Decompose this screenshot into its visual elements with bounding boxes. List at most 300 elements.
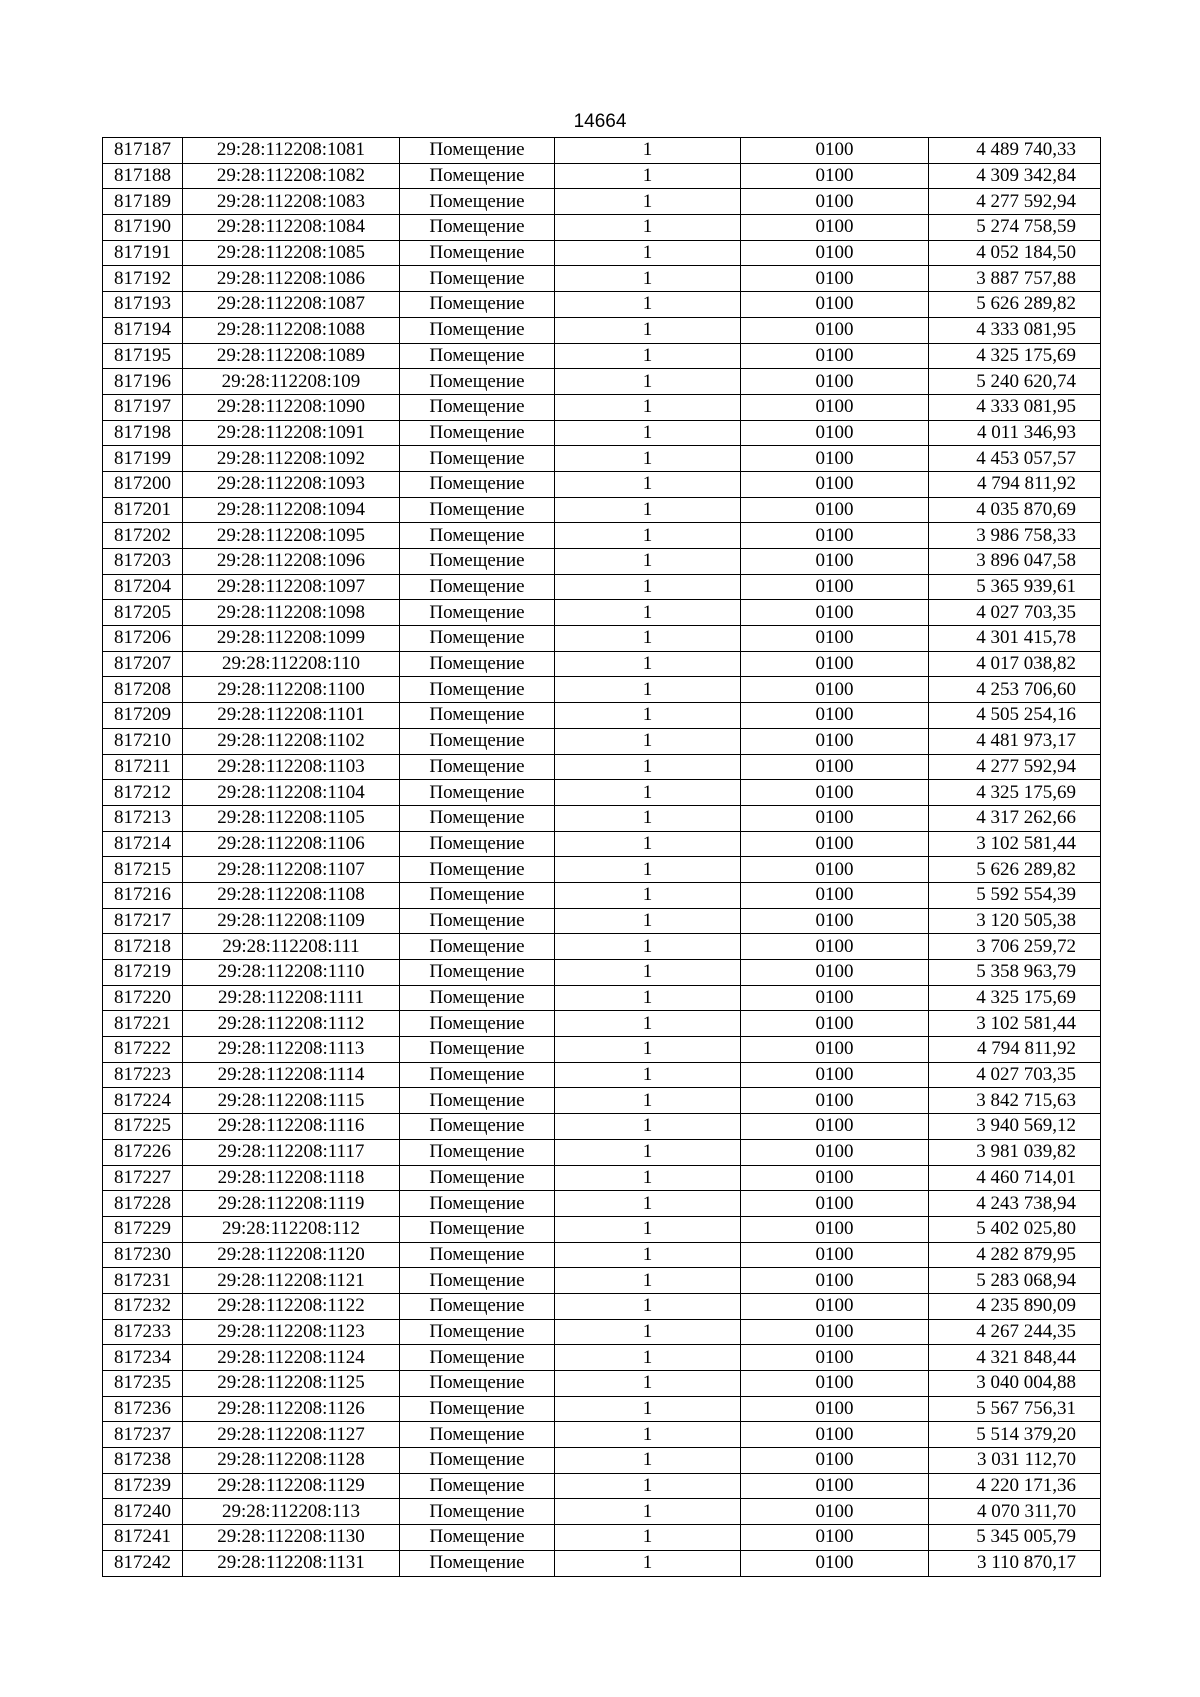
quantity-cell: 1 — [555, 677, 741, 703]
table-row — [103, 317, 1101, 343]
quantity-cell: 1 — [555, 292, 741, 318]
object-type-cell: Помещение — [400, 446, 555, 472]
quantity-cell: 1 — [555, 1448, 741, 1474]
cadastral-number-cell: 29:28:112208:1097 — [183, 574, 400, 600]
row-number-cell: 817213 — [103, 805, 183, 831]
code-cell: 0100 — [741, 240, 929, 266]
quantity-cell: 1 — [555, 626, 741, 652]
cadastral-value-cell: 4 253 706,60 — [929, 677, 1101, 703]
object-type-cell: Помещение — [400, 1165, 555, 1191]
row-number-cell: 817232 — [103, 1293, 183, 1319]
table-row — [103, 882, 1101, 908]
row-number-cell: 817205 — [103, 600, 183, 626]
row-number-cell: 817227 — [103, 1165, 183, 1191]
object-type-cell: Помещение — [400, 1371, 555, 1397]
row-number-cell: 817208 — [103, 677, 183, 703]
quantity-cell: 1 — [555, 523, 741, 549]
row-number-cell: 817190 — [103, 215, 183, 241]
object-type-cell: Помещение — [400, 831, 555, 857]
cadastral-number-cell: 29:28:112208:1107 — [183, 857, 400, 883]
quantity-cell: 1 — [555, 317, 741, 343]
cadastral-value-cell: 4 035 870,69 — [929, 497, 1101, 523]
row-number-cell: 817187 — [103, 138, 183, 164]
table-row — [103, 600, 1101, 626]
code-cell: 0100 — [741, 1473, 929, 1499]
cadastral-value-cell: 5 345 005,79 — [929, 1525, 1101, 1551]
cadastral-value-cell: 4 321 848,44 — [929, 1345, 1101, 1371]
object-type-cell: Помещение — [400, 1011, 555, 1037]
quantity-cell: 1 — [555, 369, 741, 395]
code-cell: 0100 — [741, 600, 929, 626]
code-cell: 0100 — [741, 703, 929, 729]
object-type-cell: Помещение — [400, 626, 555, 652]
code-cell: 0100 — [741, 343, 929, 369]
object-type-cell: Помещение — [400, 497, 555, 523]
cadastral-value-cell: 5 283 068,94 — [929, 1268, 1101, 1294]
object-type-cell: Помещение — [400, 651, 555, 677]
code-cell: 0100 — [741, 831, 929, 857]
cadastral-value-cell: 4 794 811,92 — [929, 471, 1101, 497]
cadastral-number-cell: 29:28:112208:1086 — [183, 266, 400, 292]
cadastral-number-cell: 29:28:112208:1106 — [183, 831, 400, 857]
object-type-cell: Помещение — [400, 394, 555, 420]
cadastral-value-cell: 5 592 554,39 — [929, 882, 1101, 908]
table-row — [103, 1371, 1101, 1397]
table-row — [103, 1293, 1101, 1319]
cadastral-number-cell: 29:28:112208:1111 — [183, 985, 400, 1011]
row-number-cell: 817226 — [103, 1139, 183, 1165]
table-row — [103, 240, 1101, 266]
object-type-cell: Помещение — [400, 600, 555, 626]
code-cell: 0100 — [741, 960, 929, 986]
row-number-cell: 817211 — [103, 754, 183, 780]
cadastral-number-cell: 29:28:112208:1112 — [183, 1011, 400, 1037]
code-cell: 0100 — [741, 626, 929, 652]
code-cell: 0100 — [741, 1088, 929, 1114]
table-row — [103, 1448, 1101, 1474]
cadastral-number-cell: 29:28:112208:1104 — [183, 780, 400, 806]
cadastral-value-cell: 3 040 004,88 — [929, 1371, 1101, 1397]
code-cell: 0100 — [741, 574, 929, 600]
cadastral-value-cell: 4 017 038,82 — [929, 651, 1101, 677]
cadastral-value-cell: 3 102 581,44 — [929, 831, 1101, 857]
row-number-cell: 817224 — [103, 1088, 183, 1114]
quantity-cell: 1 — [555, 1396, 741, 1422]
quantity-cell: 1 — [555, 1268, 741, 1294]
object-type-cell: Помещение — [400, 754, 555, 780]
cadastral-value-cell: 3 940 569,12 — [929, 1114, 1101, 1140]
quantity-cell: 1 — [555, 1422, 741, 1448]
code-cell: 0100 — [741, 163, 929, 189]
cadastral-number-cell: 29:28:112208:1089 — [183, 343, 400, 369]
cadastral-number-cell: 29:28:112208:1108 — [183, 882, 400, 908]
table-row — [103, 1165, 1101, 1191]
row-number-cell: 817221 — [103, 1011, 183, 1037]
cadastral-value-cell: 4 460 714,01 — [929, 1165, 1101, 1191]
cadastral-value-cell: 4 317 262,66 — [929, 805, 1101, 831]
code-cell: 0100 — [741, 1319, 929, 1345]
page-number: 14664 — [573, 111, 627, 132]
code-cell: 0100 — [741, 1011, 929, 1037]
cadastral-value-cell: 4 027 703,35 — [929, 1062, 1101, 1088]
cadastral-number-cell: 29:28:112208:1091 — [183, 420, 400, 446]
row-number-cell: 817235 — [103, 1371, 183, 1397]
table-row — [103, 780, 1101, 806]
table-row — [103, 1473, 1101, 1499]
object-type-cell: Помещение — [400, 574, 555, 600]
quantity-cell: 1 — [555, 163, 741, 189]
row-number-cell: 817212 — [103, 780, 183, 806]
object-type-cell: Помещение — [400, 1139, 555, 1165]
quantity-cell: 1 — [555, 574, 741, 600]
table-row — [103, 394, 1101, 420]
object-type-cell: Помещение — [400, 138, 555, 164]
code-cell: 0100 — [741, 1037, 929, 1063]
table-row — [103, 703, 1101, 729]
cadastral-number-cell: 29:28:112208:112 — [183, 1216, 400, 1242]
code-cell: 0100 — [741, 1499, 929, 1525]
cadastral-number-cell: 29:28:112208:1095 — [183, 523, 400, 549]
table-row — [103, 369, 1101, 395]
cadastral-number-cell: 29:28:112208:1118 — [183, 1165, 400, 1191]
cadastral-value-cell: 3 110 870,17 — [929, 1550, 1101, 1576]
table-row — [103, 471, 1101, 497]
object-type-cell: Помещение — [400, 1422, 555, 1448]
object-type-cell: Помещение — [400, 549, 555, 575]
quantity-cell: 1 — [555, 728, 741, 754]
cadastral-value-cell: 4 282 879,95 — [929, 1242, 1101, 1268]
quantity-cell: 1 — [555, 908, 741, 934]
registry-table-body — [103, 138, 1101, 1577]
cadastral-value-cell: 5 402 025,80 — [929, 1216, 1101, 1242]
cadastral-value-cell: 4 277 592,94 — [929, 754, 1101, 780]
cadastral-number-cell: 29:28:112208:1092 — [183, 446, 400, 472]
quantity-cell: 1 — [555, 1550, 741, 1576]
quantity-cell: 1 — [555, 497, 741, 523]
object-type-cell: Помещение — [400, 780, 555, 806]
object-type-cell: Помещение — [400, 960, 555, 986]
object-type-cell: Помещение — [400, 215, 555, 241]
code-cell: 0100 — [741, 1293, 929, 1319]
table-row — [103, 831, 1101, 857]
code-cell: 0100 — [741, 446, 929, 472]
row-number-cell: 817201 — [103, 497, 183, 523]
row-number-cell: 817195 — [103, 343, 183, 369]
code-cell: 0100 — [741, 1550, 929, 1576]
row-number-cell: 817239 — [103, 1473, 183, 1499]
object-type-cell: Помещение — [400, 523, 555, 549]
object-type-cell: Помещение — [400, 677, 555, 703]
table-row — [103, 1268, 1101, 1294]
row-number-cell: 817218 — [103, 934, 183, 960]
quantity-cell: 1 — [555, 934, 741, 960]
cadastral-number-cell: 29:28:112208:1093 — [183, 471, 400, 497]
quantity-cell: 1 — [555, 1062, 741, 1088]
cadastral-number-cell: 29:28:112208:1110 — [183, 960, 400, 986]
table-row — [103, 497, 1101, 523]
table-row — [103, 805, 1101, 831]
cadastral-number-cell: 29:28:112208:1115 — [183, 1088, 400, 1114]
quantity-cell: 1 — [555, 138, 741, 164]
code-cell: 0100 — [741, 1165, 929, 1191]
table-row — [103, 1396, 1101, 1422]
quantity-cell: 1 — [555, 189, 741, 215]
quantity-cell: 1 — [555, 240, 741, 266]
code-cell: 0100 — [741, 523, 929, 549]
cadastral-value-cell: 4 301 415,78 — [929, 626, 1101, 652]
object-type-cell: Помещение — [400, 1062, 555, 1088]
object-type-cell: Помещение — [400, 857, 555, 883]
object-type-cell: Помещение — [400, 343, 555, 369]
cadastral-number-cell: 29:28:112208:1109 — [183, 908, 400, 934]
row-number-cell: 817191 — [103, 240, 183, 266]
table-row — [103, 138, 1101, 164]
row-number-cell: 817222 — [103, 1037, 183, 1063]
table-row — [103, 1242, 1101, 1268]
object-type-cell: Помещение — [400, 240, 555, 266]
code-cell: 0100 — [741, 215, 929, 241]
quantity-cell: 1 — [555, 1525, 741, 1551]
object-type-cell: Помещение — [400, 471, 555, 497]
cadastral-number-cell: 29:28:112208:1130 — [183, 1525, 400, 1551]
cadastral-value-cell: 4 325 175,69 — [929, 780, 1101, 806]
quantity-cell: 1 — [555, 1011, 741, 1037]
code-cell: 0100 — [741, 189, 929, 215]
code-cell: 0100 — [741, 908, 929, 934]
cadastral-number-cell: 29:28:112208:1094 — [183, 497, 400, 523]
quantity-cell: 1 — [555, 754, 741, 780]
cadastral-value-cell: 5 365 939,61 — [929, 574, 1101, 600]
cadastral-number-cell: 29:28:112208:1096 — [183, 549, 400, 575]
cadastral-number-cell: 29:28:112208:1085 — [183, 240, 400, 266]
table-row — [103, 163, 1101, 189]
cadastral-value-cell: 3 896 047,58 — [929, 549, 1101, 575]
object-type-cell: Помещение — [400, 908, 555, 934]
cadastral-value-cell: 4 333 081,95 — [929, 317, 1101, 343]
cadastral-number-cell: 29:28:112208:1125 — [183, 1371, 400, 1397]
cadastral-number-cell: 29:28:112208:1131 — [183, 1550, 400, 1576]
quantity-cell: 1 — [555, 1499, 741, 1525]
object-type-cell: Помещение — [400, 317, 555, 343]
cadastral-value-cell: 4 011 346,93 — [929, 420, 1101, 446]
object-type-cell: Помещение — [400, 266, 555, 292]
object-type-cell: Помещение — [400, 882, 555, 908]
code-cell: 0100 — [741, 1448, 929, 1474]
cadastral-value-cell: 4 505 254,16 — [929, 703, 1101, 729]
table-row — [103, 626, 1101, 652]
cadastral-number-cell: 29:28:112208:1116 — [183, 1114, 400, 1140]
object-type-cell: Помещение — [400, 1448, 555, 1474]
code-cell: 0100 — [741, 882, 929, 908]
cadastral-number-cell: 29:28:112208:1101 — [183, 703, 400, 729]
cadastral-number-cell: 29:28:112208:1129 — [183, 1473, 400, 1499]
object-type-cell: Помещение — [400, 1242, 555, 1268]
quantity-cell: 1 — [555, 343, 741, 369]
object-type-cell: Помещение — [400, 292, 555, 318]
quantity-cell: 1 — [555, 1088, 741, 1114]
cadastral-number-cell: 29:28:112208:1082 — [183, 163, 400, 189]
quantity-cell: 1 — [555, 1114, 741, 1140]
row-number-cell: 817238 — [103, 1448, 183, 1474]
row-number-cell: 817199 — [103, 446, 183, 472]
row-number-cell: 817200 — [103, 471, 183, 497]
object-type-cell: Помещение — [400, 1216, 555, 1242]
object-type-cell: Помещение — [400, 703, 555, 729]
quantity-cell: 1 — [555, 471, 741, 497]
quantity-cell: 1 — [555, 1319, 741, 1345]
table-row — [103, 1422, 1101, 1448]
cadastral-value-cell: 3 706 259,72 — [929, 934, 1101, 960]
cadastral-number-cell: 29:28:112208:1088 — [183, 317, 400, 343]
code-cell: 0100 — [741, 754, 929, 780]
row-number-cell: 817194 — [103, 317, 183, 343]
table-row — [103, 934, 1101, 960]
object-type-cell: Помещение — [400, 1191, 555, 1217]
cadastral-number-cell: 29:28:112208:1105 — [183, 805, 400, 831]
row-number-cell: 817242 — [103, 1550, 183, 1576]
quantity-cell: 1 — [555, 831, 741, 857]
cadastral-number-cell: 29:28:112208:1102 — [183, 728, 400, 754]
quantity-cell: 1 — [555, 420, 741, 446]
row-number-cell: 817236 — [103, 1396, 183, 1422]
code-cell: 0100 — [741, 292, 929, 318]
row-number-cell: 817210 — [103, 728, 183, 754]
code-cell: 0100 — [741, 1139, 929, 1165]
table-row — [103, 1139, 1101, 1165]
code-cell: 0100 — [741, 780, 929, 806]
cadastral-number-cell: 29:28:112208:1113 — [183, 1037, 400, 1063]
table-row — [103, 1088, 1101, 1114]
quantity-cell: 1 — [555, 549, 741, 575]
table-row — [103, 215, 1101, 241]
code-cell: 0100 — [741, 394, 929, 420]
quantity-cell: 1 — [555, 703, 741, 729]
quantity-cell: 1 — [555, 446, 741, 472]
row-number-cell: 817217 — [103, 908, 183, 934]
row-number-cell: 817229 — [103, 1216, 183, 1242]
object-type-cell: Помещение — [400, 420, 555, 446]
code-cell: 0100 — [741, 677, 929, 703]
quantity-cell: 1 — [555, 394, 741, 420]
row-number-cell: 817196 — [103, 369, 183, 395]
cadastral-value-cell: 4 277 592,94 — [929, 189, 1101, 215]
cadastral-number-cell: 29:28:112208:1128 — [183, 1448, 400, 1474]
code-cell: 0100 — [741, 1396, 929, 1422]
cadastral-number-cell: 29:28:112208:1100 — [183, 677, 400, 703]
cadastral-value-cell: 3 102 581,44 — [929, 1011, 1101, 1037]
row-number-cell: 817240 — [103, 1499, 183, 1525]
row-number-cell: 817203 — [103, 549, 183, 575]
cadastral-number-cell: 29:28:112208:1090 — [183, 394, 400, 420]
table-row — [103, 1062, 1101, 1088]
cadastral-value-cell: 3 031 112,70 — [929, 1448, 1101, 1474]
code-cell: 0100 — [741, 1525, 929, 1551]
code-cell: 0100 — [741, 857, 929, 883]
quantity-cell: 1 — [555, 1371, 741, 1397]
quantity-cell: 1 — [555, 651, 741, 677]
table-row — [103, 266, 1101, 292]
object-type-cell: Помещение — [400, 1114, 555, 1140]
row-number-cell: 817204 — [103, 574, 183, 600]
object-type-cell: Помещение — [400, 1293, 555, 1319]
table-row — [103, 523, 1101, 549]
row-number-cell: 817219 — [103, 960, 183, 986]
quantity-cell: 1 — [555, 1139, 741, 1165]
object-type-cell: Помещение — [400, 369, 555, 395]
code-cell: 0100 — [741, 369, 929, 395]
object-type-cell: Помещение — [400, 1525, 555, 1551]
row-number-cell: 817209 — [103, 703, 183, 729]
table-row — [103, 189, 1101, 215]
code-cell: 0100 — [741, 728, 929, 754]
quantity-cell: 1 — [555, 985, 741, 1011]
code-cell: 0100 — [741, 138, 929, 164]
cadastral-number-cell: 29:28:112208:1083 — [183, 189, 400, 215]
object-type-cell: Помещение — [400, 1345, 555, 1371]
table-row — [103, 1191, 1101, 1217]
registry-table — [102, 137, 1101, 1577]
quantity-cell: 1 — [555, 215, 741, 241]
table-row — [103, 754, 1101, 780]
cadastral-value-cell: 4 309 342,84 — [929, 163, 1101, 189]
code-cell: 0100 — [741, 1345, 929, 1371]
cadastral-value-cell: 4 481 973,17 — [929, 728, 1101, 754]
code-cell: 0100 — [741, 317, 929, 343]
cadastral-number-cell: 29:28:112208:1119 — [183, 1191, 400, 1217]
cadastral-value-cell: 4 325 175,69 — [929, 343, 1101, 369]
cadastral-value-cell: 4 489 740,33 — [929, 138, 1101, 164]
cadastral-number-cell: 29:28:112208:1081 — [183, 138, 400, 164]
table-row — [103, 574, 1101, 600]
quantity-cell: 1 — [555, 1293, 741, 1319]
table-row — [103, 292, 1101, 318]
cadastral-number-cell: 29:28:112208:1114 — [183, 1062, 400, 1088]
quantity-cell: 1 — [555, 1191, 741, 1217]
row-number-cell: 817223 — [103, 1062, 183, 1088]
code-cell: 0100 — [741, 805, 929, 831]
code-cell: 0100 — [741, 471, 929, 497]
row-number-cell: 817193 — [103, 292, 183, 318]
cadastral-value-cell: 5 626 289,82 — [929, 292, 1101, 318]
cadastral-number-cell: 29:28:112208:111 — [183, 934, 400, 960]
cadastral-value-cell: 4 325 175,69 — [929, 985, 1101, 1011]
cadastral-value-cell: 5 358 963,79 — [929, 960, 1101, 986]
cadastral-number-cell: 29:28:112208:1098 — [183, 600, 400, 626]
table-row — [103, 1216, 1101, 1242]
table-row — [103, 1114, 1101, 1140]
code-cell: 0100 — [741, 420, 929, 446]
code-cell: 0100 — [741, 1422, 929, 1448]
table-row — [103, 728, 1101, 754]
cadastral-number-cell: 29:28:112208:1117 — [183, 1139, 400, 1165]
table-row — [103, 446, 1101, 472]
table-row — [103, 1319, 1101, 1345]
row-number-cell: 817206 — [103, 626, 183, 652]
cadastral-value-cell: 3 986 758,33 — [929, 523, 1101, 549]
cadastral-number-cell: 29:28:112208:1124 — [183, 1345, 400, 1371]
quantity-cell: 1 — [555, 1242, 741, 1268]
cadastral-number-cell: 29:28:112208:1099 — [183, 626, 400, 652]
code-cell: 0100 — [741, 1114, 929, 1140]
object-type-cell: Помещение — [400, 163, 555, 189]
code-cell: 0100 — [741, 266, 929, 292]
table-row — [103, 677, 1101, 703]
cadastral-value-cell: 4 453 057,57 — [929, 446, 1101, 472]
cadastral-number-cell: 29:28:112208:109 — [183, 369, 400, 395]
cadastral-value-cell: 4 243 738,94 — [929, 1191, 1101, 1217]
quantity-cell: 1 — [555, 1165, 741, 1191]
row-number-cell: 817216 — [103, 882, 183, 908]
